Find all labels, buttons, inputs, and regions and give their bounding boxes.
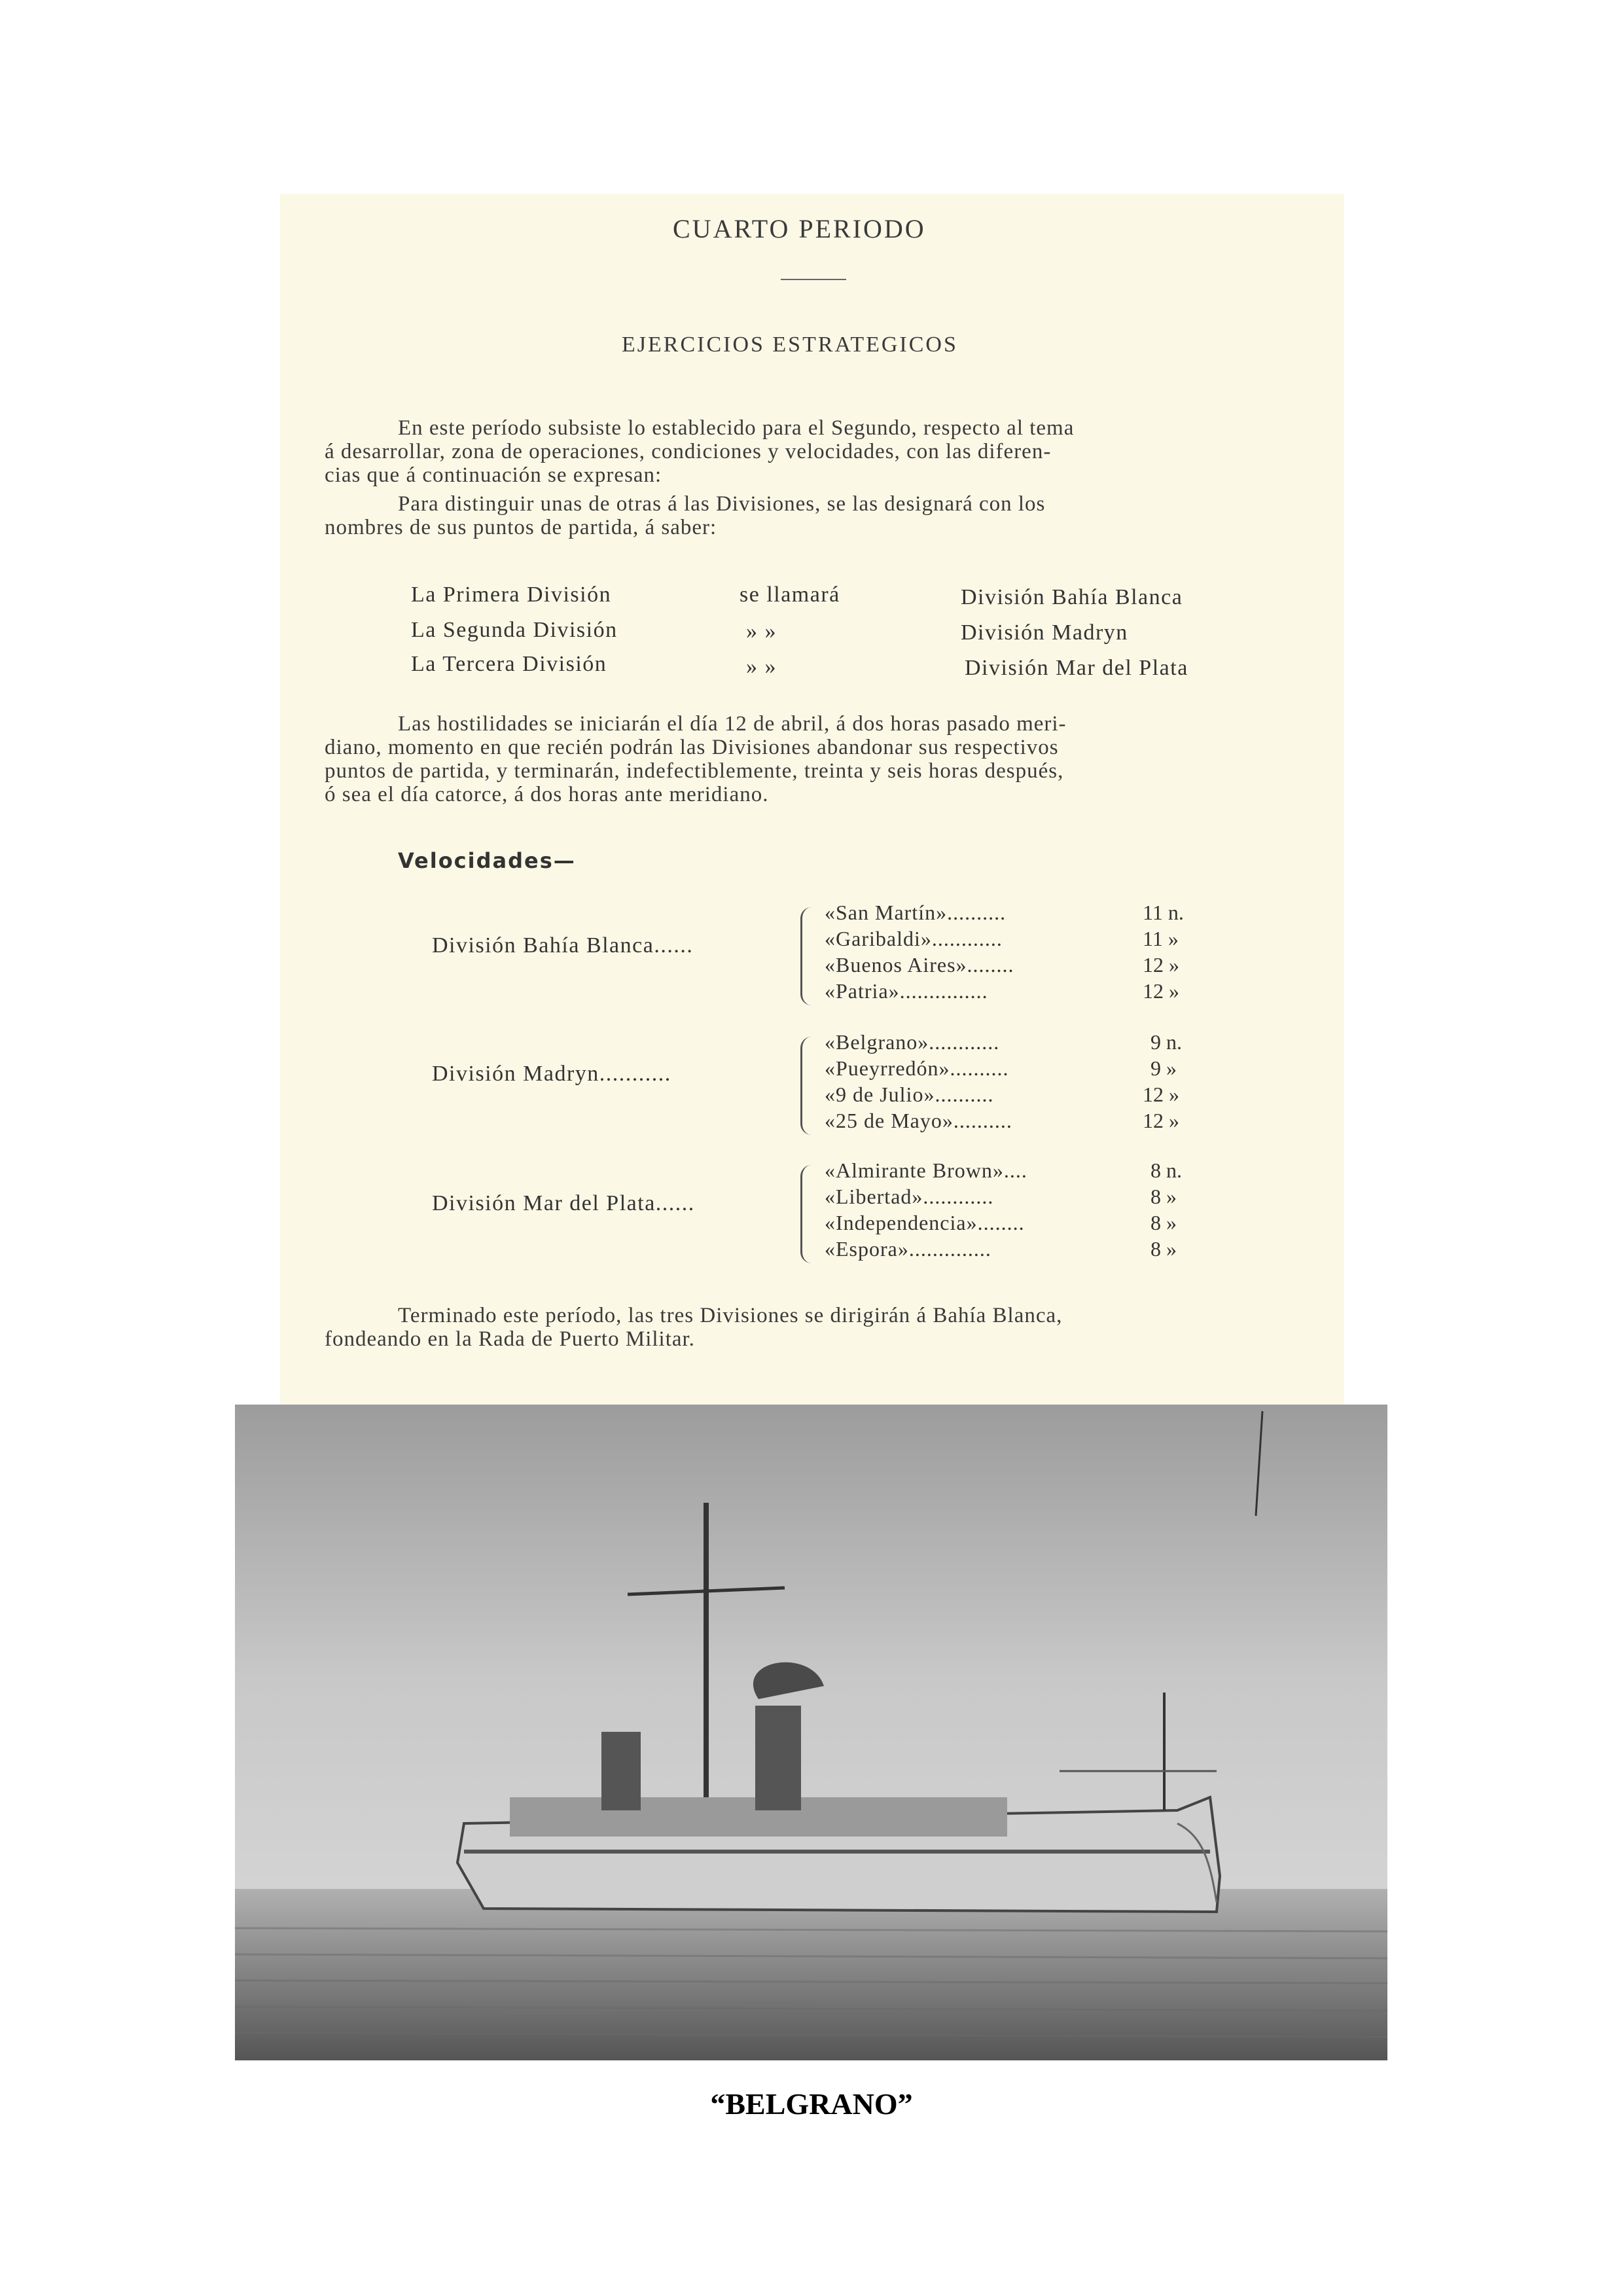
ship-name: «Libertad»............ bbox=[825, 1185, 994, 1208]
ship-speed: 9 n. bbox=[1150, 1030, 1182, 1054]
designation-name: División Mar del Plata bbox=[965, 656, 1188, 680]
velocity-division: División Mar del Plata...... bbox=[432, 1191, 695, 1215]
paragraph-hostilities: Las hostilidades se iniciarán el día 12 de abril, á dos horas pasado meri- diano, momento en que recién podrán las Divisiones abandonar sus respectivos puntos de partida, y terminarán, indefectiblemente, treinta y seis horas después, ó sea el día catorce, á dos horas ante meridiano. bbox=[325, 712, 1067, 806]
ship-speed: 8 » bbox=[1150, 1237, 1177, 1261]
group-brace bbox=[800, 907, 812, 1005]
designation-name: División Madryn bbox=[961, 620, 1128, 645]
designation-verb: » » bbox=[746, 619, 777, 643]
ship-name: «25 de Mayo».......... bbox=[825, 1109, 1012, 1132]
ship-photograph bbox=[235, 1405, 1387, 2060]
paragraph-intro: En este período subsiste lo establecido para el Segundo, respecto al tema á desarrollar, zona de operaciones, condiciones y velocidades, con las diferen- cias que á continuación se expresan: bbox=[325, 416, 1075, 487]
ship-speed: 12 » bbox=[1143, 953, 1179, 977]
designation-division: La Primera División bbox=[411, 583, 612, 607]
group-brace bbox=[800, 1165, 812, 1263]
designation-division: La Segunda División bbox=[411, 618, 618, 642]
ship-speed: 8 » bbox=[1150, 1185, 1177, 1208]
scanned-page bbox=[280, 194, 1344, 1410]
photo-caption: “BELGRANO” bbox=[710, 2087, 913, 2121]
page-title: CUARTO PERIODO bbox=[673, 214, 926, 243]
ship-name: «Buenos Aires»........ bbox=[825, 953, 1014, 977]
ship-name: «Belgrano»............ bbox=[825, 1030, 1000, 1054]
designation-verb: » » bbox=[746, 655, 777, 679]
velocities-heading: Velocidades— bbox=[398, 848, 576, 873]
ship-speed: 11 n. bbox=[1143, 901, 1184, 924]
velocity-division: División Bahía Blanca...... bbox=[432, 933, 694, 958]
ship-speed: 8 n. bbox=[1150, 1158, 1182, 1182]
ship-speed: 9 » bbox=[1150, 1056, 1177, 1080]
title-rule bbox=[781, 279, 846, 280]
ship-name: «Patria»............... bbox=[825, 979, 988, 1003]
ship-speed: 12 » bbox=[1143, 1109, 1179, 1132]
ship-speed: 11 » bbox=[1143, 927, 1179, 950]
ship-name: «Garibaldi»............ bbox=[825, 927, 1003, 950]
designation-division: La Tercera División bbox=[411, 652, 607, 676]
ship-speed: 12 » bbox=[1143, 979, 1179, 1003]
designation-name: División Bahía Blanca bbox=[961, 585, 1183, 609]
ship-name: «Espora».............. bbox=[825, 1237, 991, 1261]
ship-name: «9 de Julio».......... bbox=[825, 1083, 994, 1106]
ship-speed: 12 » bbox=[1143, 1083, 1179, 1106]
designation-verb: se llamará bbox=[740, 583, 840, 607]
ship-name: «Independencia»........ bbox=[825, 1211, 1025, 1234]
paragraph-closing: Terminado este período, las tres Divisiones se dirigirán á Bahía Blanca, fondeando en la Rada de Puerto Militar. bbox=[325, 1304, 1063, 1351]
ship-name: «Almirante Brown».... bbox=[825, 1158, 1027, 1182]
paragraph-designation: Para distinguir unas de otras á las Divisiones, se las designará con los nombres de sus puntos de partida, á saber: bbox=[325, 492, 1046, 539]
velocity-division: División Madryn........... bbox=[432, 1062, 671, 1086]
section-subtitle: EJERCICIOS ESTRATEGICOS bbox=[622, 332, 958, 357]
ship-name: «San Martín».......... bbox=[825, 901, 1007, 924]
group-brace bbox=[800, 1037, 812, 1135]
ship-name: «Pueyrredón».......... bbox=[825, 1056, 1009, 1080]
ship-speed: 8 » bbox=[1150, 1211, 1177, 1234]
